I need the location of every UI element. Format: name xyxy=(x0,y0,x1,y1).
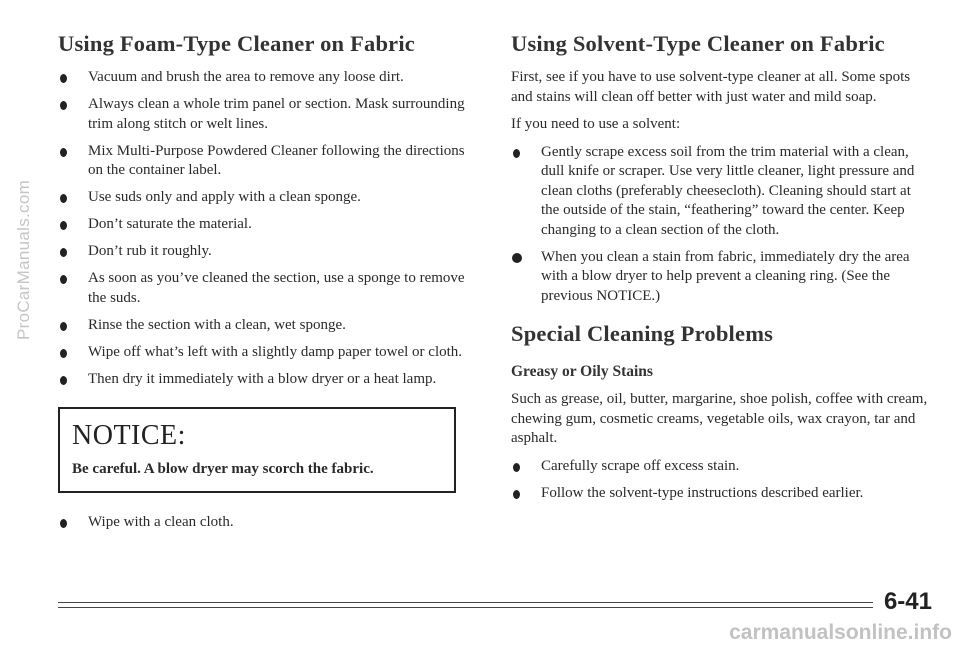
list-item: Don’t saturate the material. xyxy=(58,215,478,235)
bullet-icon xyxy=(60,74,67,83)
bullet-icon xyxy=(60,101,67,110)
solvent-lead: If you need to use a solvent: xyxy=(511,116,681,132)
solvent-cleaner-heading: Using Solvent-Type Cleaner on Fabric xyxy=(511,31,885,56)
greasy-stains-subheading: Greasy or Oily Stains xyxy=(511,363,653,380)
bullet-icon xyxy=(513,490,520,499)
bullet-icon xyxy=(60,349,67,358)
bullet-icon xyxy=(60,519,67,528)
bullet-icon xyxy=(60,376,67,385)
list-item: Vacuum and brush the area to remove any loose dirt. xyxy=(58,68,478,88)
list-item: Follow the solvent-type instructions described earlier. xyxy=(511,484,931,504)
bullet-icon xyxy=(60,248,67,257)
right-column xyxy=(511,30,931,511)
special-problems-heading: Special Cleaning Problems xyxy=(511,321,774,346)
list-item: Always clean a whole trim panel or section. Mask surrounding trim along stitch or welt lines. xyxy=(58,95,478,134)
solvent-intro: First, see if you have to use solvent-type cleaner at all. Some spots and stains will clean off better with just water and mild soap. xyxy=(511,69,911,105)
list-item: Wipe off what’s left with a slightly damp paper towel or cloth. xyxy=(58,343,478,363)
list-item: As soon as you’ve cleaned the section, use a sponge to remove the suds. xyxy=(58,269,478,308)
footer-rule-thin xyxy=(58,607,873,608)
bullet-icon xyxy=(512,253,522,263)
bullet-icon xyxy=(60,322,67,331)
notice-box xyxy=(58,407,456,493)
list-item: Wipe with a clean cloth. xyxy=(58,513,478,533)
list-item: Gently scrape excess soil from the trim material with a clean, dull knife or scraper. Use very little cleaner, light pressure and clean cloths (preferably cheesecloth). Cleaning should start at the outside of the stain, “feathering” toward the center. Keep changing to a clean section of the cloth. xyxy=(511,143,931,241)
greasy-stains-intro: Such as grease, oil, butter, margarine, shoe polish, coffee with cream, chewing gum, cosmetic creams, vegetable oils, wax crayon, tar and asphalt. xyxy=(511,391,928,446)
bullet-icon xyxy=(60,148,67,157)
list-item: Don’t rub it roughly. xyxy=(58,242,478,262)
foam-cleaner-heading: Using Foam-Type Cleaner on Fabric xyxy=(58,31,415,56)
notice-title: NOTICE: xyxy=(72,420,186,451)
list-item: Rinse the section with a clean, wet sponge. xyxy=(58,316,478,336)
side-watermark: ProCarManuals.com xyxy=(14,179,33,341)
bullet-icon xyxy=(60,194,67,203)
bullet-icon xyxy=(60,221,67,230)
page-number: 6-41 xyxy=(883,588,932,615)
bullet-icon xyxy=(513,463,520,472)
footer-rule xyxy=(58,602,873,603)
bullet-icon xyxy=(513,149,520,158)
list-item: Carefully scrape off excess stain. xyxy=(511,457,931,477)
bottom-watermark: carmanualsonline.info xyxy=(729,621,952,644)
list-item: Use suds only and apply with a clean sponge. xyxy=(58,188,478,208)
list-item: When you clean a stain from fabric, immediately dry the area with a blow dryer to help prevent a cleaning ring. (See the previous NOTICE.) xyxy=(511,248,931,307)
left-column xyxy=(58,30,478,540)
list-item: Then dry it immediately with a blow dryer or a heat lamp. xyxy=(58,370,478,390)
list-item: Mix Multi-Purpose Powdered Cleaner following the directions on the container label. xyxy=(58,142,478,181)
foam-cleaner-final-step xyxy=(58,513,478,533)
greasy-stains-steps xyxy=(511,457,931,504)
bullet-icon xyxy=(60,275,67,284)
notice-message: Be careful. A blow dryer may scorch the fabric. xyxy=(72,461,374,477)
foam-cleaner-steps xyxy=(58,68,478,389)
solvent-cleaner-steps xyxy=(511,143,931,307)
